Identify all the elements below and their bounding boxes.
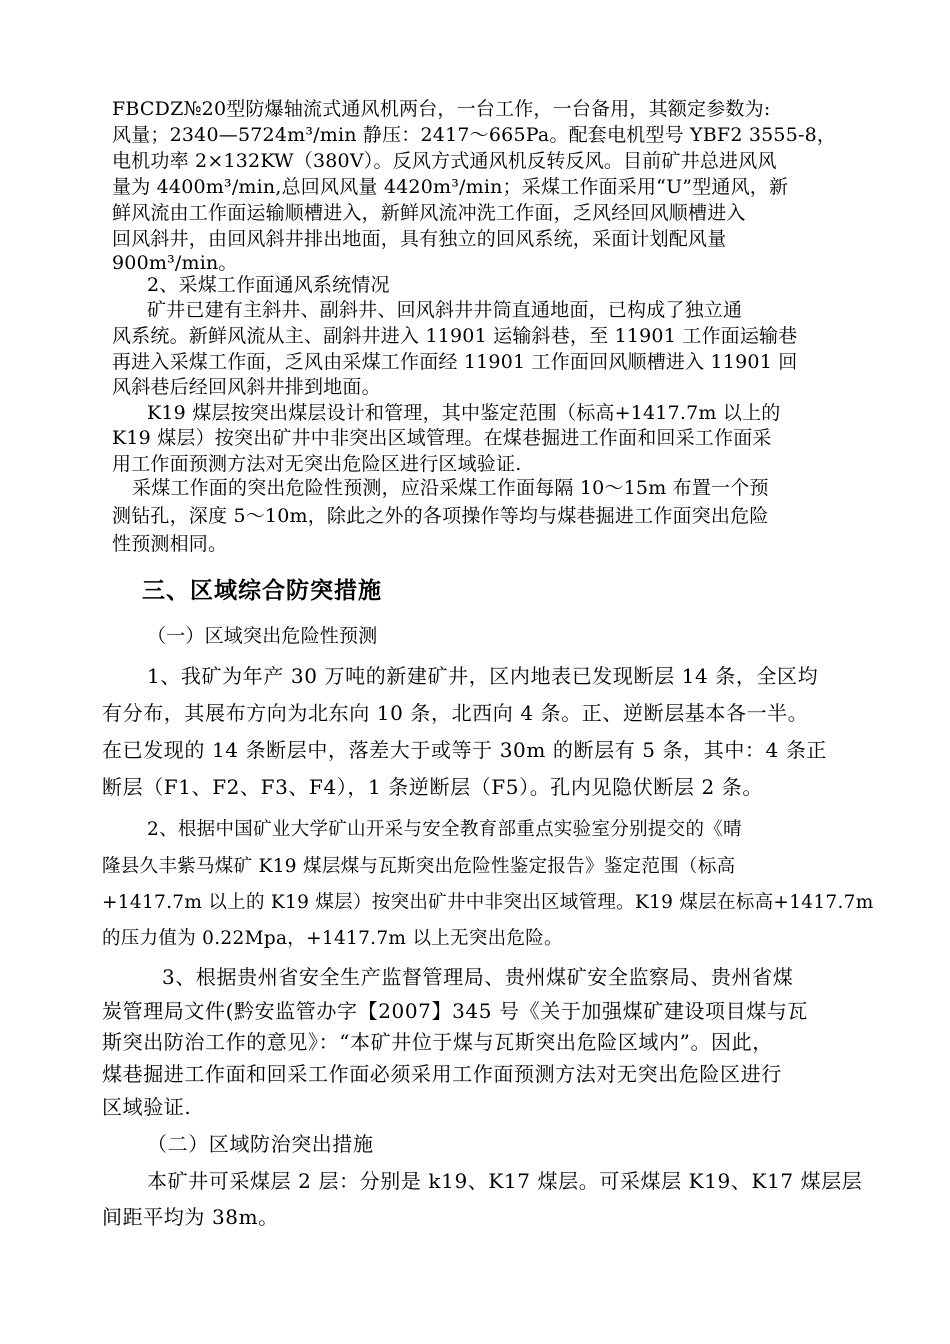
k19-line-1: K19 煤层按突出煤层设计和管理，其中鉴定范围（标高+1417.7m 以上的 [147,403,781,424]
item-1-line-2: 有分布，其展布方向为北东向 10 条，北西向 4 条。正、逆断层基本各一半。 [102,702,809,725]
item-3-line-3: 斯突出防治工作的意见》：“本矿井位于煤与瓦斯突出危险区域内”。因此， [102,1031,773,1054]
intro-line-7: 900m³/min。 [112,253,238,274]
intro-line-3: 电机功率 2×132KW（380V）。反风方式通风机反转反风。目前矿井总进风风 [112,151,777,172]
item-3-line-4: 煤巷掘进工作面和回采工作面必须采用工作面预测方法对无突出危险区进行 [102,1063,782,1086]
prediction-line-2: 测钻孔，深度 5～10m，除此之外的各项操作等均与煤巷掘进工作面突出危险 [112,506,769,527]
part-2-line-1: 本矿井可采煤层 2 层：分别是 k19、K17 煤层。可采煤层 K19、K17 煤层层 [147,1170,863,1193]
k19-line-2: K19 煤层）按突出矿井中非突出区域管理。在煤巷掘进工作面和回采工作面采 [112,428,772,449]
prediction-line-3: 性预测相同。 [112,534,228,555]
k19-line-3: 用工作面预测方法对无突出危险区进行区域验证. [112,454,522,475]
item-2-line-1: 2、根据中国矿业大学矿山开采与安全教育部重点实验室分别提交的《晴 [147,819,742,840]
item-2-line-3: +1417.7m 以上的 K19 煤层）按突出矿井中非突出区域管理。K19 煤层在标高+1417.7m [102,892,874,913]
subsection-2-title: 2、采煤工作面通风系统情况 [147,275,390,296]
intro-line-2: 风量；2340—5724m³/min 静压：2417～665Pa。配套电机型号 YBF2 3555-8， [112,125,837,146]
item-3-line-2: 炭管理局文件(黔安监管办字【2007】345 号《关于加强煤矿建设项目煤与瓦 [102,1000,809,1023]
intro-line-6: 回风斜井，由回风斜井排出地面，具有独立的回风系统，采面计划配风量 [112,229,727,250]
item-3-line-1: 3、根据贵州省安全生产监督管理局、贵州煤矿安全监察局、贵州省煤 [162,966,794,989]
intro-line-4: 量为 4400m³/min,总回风风量 4420m³/min；采煤工作面采用“U”型通风，新 [112,177,789,198]
item-2-line-4: 的压力值为 0.22Mpa，+1417.7m 以上无突出危险。 [102,928,563,949]
item-1-line-4: 断层（F1、F2、F3、F4），1 条逆断层（F5）。孔内见隐伏断层 2 条。 [102,776,763,799]
item-3-line-5: 区域验证. [102,1096,192,1119]
item-1-line-3: 在已发现的 14 条断层中，落差大于或等于 30m 的断层有 5 条，其中：4 条正 [102,739,828,762]
subsection-2-line-3: 再进入采煤工作面，乏风由采煤工作面经 11901 工作面回风顺槽进入 11901 回 [112,352,798,373]
subsection-2-line-2: 风系统。新鲜风流从主、副斜井进入 11901 运输斜巷，至 11901 工作面运输巷 [112,326,798,347]
intro-line-5: 鲜风流由工作面运输顺槽进入，新鲜风流冲洗工作面，乏风经回风顺槽进入 [112,203,746,224]
item-2-line-2: 隆县久丰紫马煤矿 K19 煤层煤与瓦斯突出危险性鉴定报告》鉴定范围（标高 [102,856,736,877]
subsection-2-line-4: 风斜巷后经回风斜井排到地面。 [112,377,381,398]
prediction-line-1: 采煤工作面的突出危险性预测，应沿采煤工作面每隔 10～15m 布置一个预 [132,478,769,499]
section-3-heading: 三、区域综合防突措施 [142,578,382,604]
part-2-title: （二）区域防治突出措施 [147,1133,374,1156]
subsection-2-line-1: 矿井已建有主斜井、副斜井、回风斜井井筒直通地面，已构成了独立通 [147,300,743,321]
intro-line-1: FBCDZ№20型防爆轴流式通风机两台，一台工作，一台备用，其额定参数为: [112,99,771,120]
part-1-title: （一）区域突出危险性预测 [147,626,378,647]
item-1-line-1: 1、我矿为年产 30 万吨的新建矿井，区内地表已发现断层 14 条，全区均 [147,665,819,688]
part-2-line-2: 间距平均为 38m。 [102,1206,279,1229]
